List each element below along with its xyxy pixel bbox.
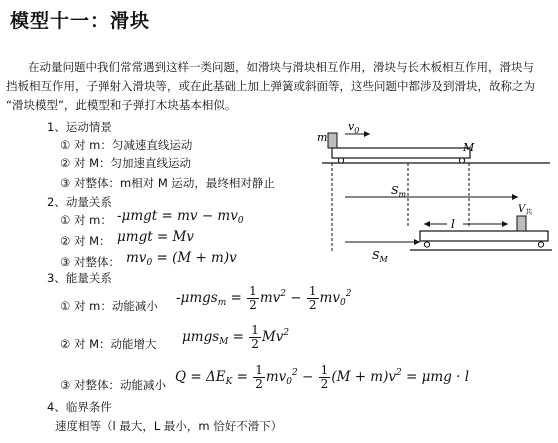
momentum-equation-m: -μmgt = mv − $mv_0$ (117, 208, 244, 226)
motion-item-M: ② 对 M：匀加速直线运动 (60, 156, 192, 170)
label-m: m (317, 131, 328, 144)
energy-item-m: ① 对 m：动能减小 (60, 299, 158, 313)
motion-item-m: ① 对 m：匀减速直线运动 (60, 138, 193, 152)
intro-line-3: “滑块模型”，此模型和子弹打木块基本相似。 (6, 98, 237, 112)
long-board-top (332, 148, 470, 158)
arrow-head-icon (364, 131, 370, 137)
arrow-head-icon (512, 194, 518, 200)
momentum-equation-M: μmgt = Mv (117, 229, 194, 245)
long-board-bottom (420, 231, 548, 241)
momentum-item-M: ② 对 M： (60, 234, 111, 248)
label-v0: $v_0$ (348, 120, 360, 135)
board-wheel-icon (338, 158, 343, 163)
intro-line-2: 挡板相互作用，子弹射入滑块等，或在此基础上加上弹簧或斜面等，这些问题中都涉及到滑块，故称之为 (6, 79, 535, 93)
label-v-common: $V_共$ (518, 204, 533, 216)
section-momentum-heading: 2、动量关系 (47, 195, 112, 209)
momentum-item-whole: ③ 对整体： (60, 255, 120, 269)
section-motion-heading: 1、运动情景 (47, 120, 112, 134)
momentum-item-m: ① 对 m： (60, 213, 112, 227)
energy-equation-m: -μmgs$_m$ = $\frac{1}{2}$ $mv^2$ − $\frac{1}{2}$ $mv_0^2$ (176, 284, 352, 312)
intro-line-1: 在动量问题中我们常常遇到这样一类问题，如滑块与滑块相互作用，滑块与长木板相互作用，滑块与 (28, 60, 534, 74)
energy-item-whole: ③ 对整体：动能减小 (60, 378, 166, 392)
board-wheel-icon (538, 242, 543, 247)
label-l: l (451, 217, 455, 231)
critical-condition-text: 速度相等（l 最大，L 最小，m 恰好不滑下） (55, 419, 283, 433)
label-SM: $S_M$ (372, 249, 388, 264)
board-wheel-icon (424, 242, 429, 247)
momentum-equation-whole: $mv_0 = (M + m)v$ (126, 250, 237, 268)
page-title: 模型十一：滑块 (10, 10, 151, 32)
slider-block-bottom (517, 216, 526, 231)
energy-equation-whole: $Q = \Delta E_K$ = $\frac{1}{2}$ $mv_0^2$ − $\frac{1}{2}$ $(M + m)v^2 = \mu mg \cdot l$ (175, 363, 470, 391)
slider-block-m (328, 133, 337, 148)
motion-item-whole: ③ 对整体：m相对 M 运动，最终相对静止 (60, 176, 275, 190)
energy-equation-M: μmgs$_M$ = $\frac{1}{2}$ Mv$^2$ (182, 323, 290, 351)
energy-item-M: ② 对 M：动能增大 (60, 337, 157, 351)
arrow-head-icon (502, 221, 508, 227)
label-M-top: M (463, 141, 475, 154)
section-critical-heading: 4、临界条件 (47, 400, 112, 414)
arrow-head-icon (424, 221, 430, 227)
board-wheel-icon (459, 158, 464, 163)
arrow-head-icon (414, 239, 420, 245)
section-energy-heading: 3、能量关系 (47, 271, 112, 285)
label-sm: $S_m$ (391, 184, 407, 199)
